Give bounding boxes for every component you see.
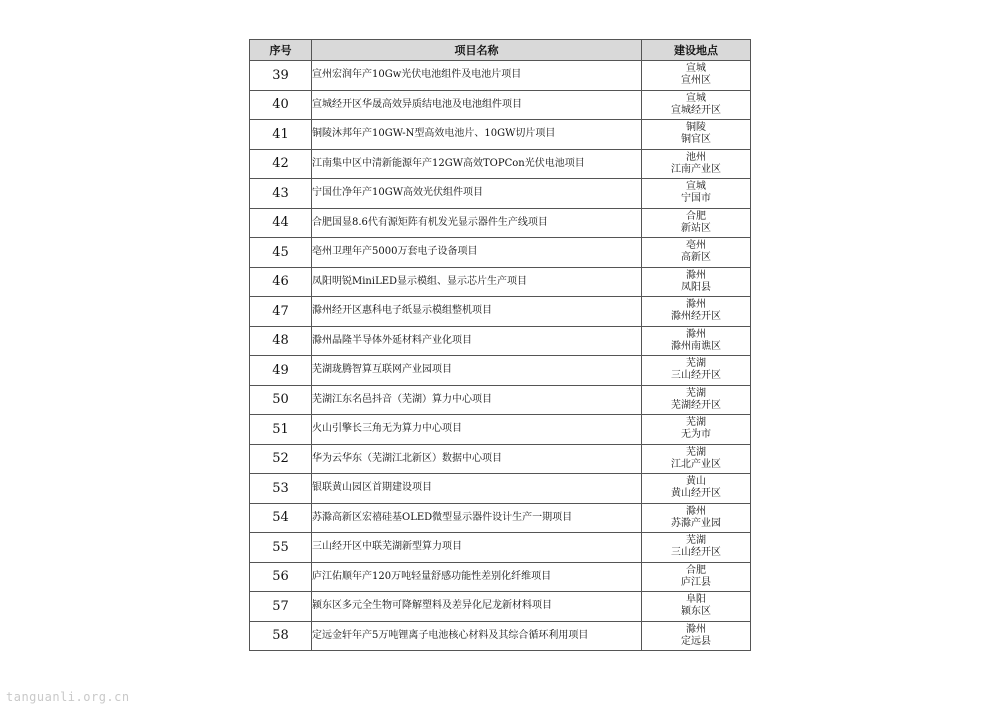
row-project-name: 芜湖珑腾智算互联网产业园项目 bbox=[312, 356, 642, 386]
table-row bbox=[250, 61, 751, 91]
row-project-name: 芜湖江东名邑抖音（芜湖）算力中心项目 bbox=[312, 385, 642, 415]
row-number: 46 bbox=[250, 267, 312, 297]
row-project-name: 庐江佑顺年产120万吨轻量舒感功能性差别化纤维项目 bbox=[312, 562, 642, 592]
table-row bbox=[250, 267, 751, 297]
row-number: 42 bbox=[250, 149, 312, 179]
table-row bbox=[250, 326, 751, 356]
table-row bbox=[250, 415, 751, 445]
location-city: 滁州 bbox=[686, 328, 706, 340]
header-location: 建设地点 bbox=[642, 40, 751, 61]
table-row bbox=[250, 179, 751, 209]
location-city: 阜阳 bbox=[686, 594, 706, 606]
table-row bbox=[250, 562, 751, 592]
header-project-name: 项目名称 bbox=[312, 40, 642, 61]
location-city: 宣城 bbox=[686, 92, 706, 104]
row-project-name: 颍东区多元全生物可降解塑料及差异化尼龙新材料项目 bbox=[312, 592, 642, 622]
location-district: 庐江县 bbox=[681, 576, 711, 588]
location-district: 颍东区 bbox=[681, 606, 711, 618]
row-project-name: 合肥国显8.6代有源矩阵有机发光显示器件生产线项目 bbox=[312, 208, 642, 238]
row-location bbox=[642, 267, 751, 297]
table-row bbox=[250, 592, 751, 622]
location-district: 滁州经开区 bbox=[671, 311, 721, 323]
table-body bbox=[250, 61, 751, 651]
location-city: 芜湖 bbox=[686, 535, 706, 547]
row-location bbox=[642, 120, 751, 150]
watermark: tanguanli.org.cn bbox=[6, 690, 130, 704]
row-location bbox=[642, 474, 751, 504]
table-row bbox=[250, 621, 751, 651]
table-row bbox=[250, 238, 751, 268]
row-location bbox=[642, 149, 751, 179]
row-project-name: 宣州宏润年产10Gw光伏电池组件及电池片项目 bbox=[312, 61, 642, 91]
location-city: 滁州 bbox=[686, 269, 706, 281]
location-district: 宣州区 bbox=[681, 75, 711, 87]
row-location bbox=[642, 61, 751, 91]
row-location bbox=[642, 562, 751, 592]
row-number: 43 bbox=[250, 179, 312, 209]
location-district: 高新区 bbox=[681, 252, 711, 264]
row-number: 50 bbox=[250, 385, 312, 415]
location-district: 黄山经开区 bbox=[671, 488, 721, 500]
table-row bbox=[250, 356, 751, 386]
location-city: 芜湖 bbox=[686, 387, 706, 399]
table-row bbox=[250, 503, 751, 533]
header-number: 序号 bbox=[250, 40, 312, 61]
location-city: 滁州 bbox=[686, 299, 706, 311]
row-location bbox=[642, 297, 751, 327]
location-district: 芜湖经开区 bbox=[671, 399, 721, 411]
row-number: 49 bbox=[250, 356, 312, 386]
row-location bbox=[642, 356, 751, 386]
table-row bbox=[250, 474, 751, 504]
row-location bbox=[642, 621, 751, 651]
row-location bbox=[642, 415, 751, 445]
location-city: 芜湖 bbox=[686, 358, 706, 370]
location-district: 三山经开区 bbox=[671, 547, 721, 559]
location-city: 滁州 bbox=[686, 505, 706, 517]
row-project-name: 铜陵沐邦年产10GW-N型高效电池片、10GW切片项目 bbox=[312, 120, 642, 150]
row-location bbox=[642, 179, 751, 209]
location-district: 苏滁产业园 bbox=[671, 517, 721, 529]
row-location bbox=[642, 326, 751, 356]
table-row bbox=[250, 90, 751, 120]
row-project-name: 火山引擎长三角无为算力中心项目 bbox=[312, 415, 642, 445]
location-district: 铜官区 bbox=[681, 134, 711, 146]
location-city: 芜湖 bbox=[686, 446, 706, 458]
location-district: 定远县 bbox=[681, 635, 711, 647]
location-district: 凤阳县 bbox=[681, 281, 711, 293]
row-project-name: 江南集中区中清新能源年产12GW高效TOPCon光伏电池项目 bbox=[312, 149, 642, 179]
row-number: 53 bbox=[250, 474, 312, 504]
row-number: 45 bbox=[250, 238, 312, 268]
row-location bbox=[642, 90, 751, 120]
row-number: 39 bbox=[250, 61, 312, 91]
location-city: 芜湖 bbox=[686, 417, 706, 429]
location-city: 黄山 bbox=[686, 476, 706, 488]
row-number: 48 bbox=[250, 326, 312, 356]
row-number: 40 bbox=[250, 90, 312, 120]
row-number: 58 bbox=[250, 621, 312, 651]
row-project-name: 定远金轩年产5万吨锂离子电池核心材料及其综合循环利用项目 bbox=[312, 621, 642, 651]
table-row bbox=[250, 533, 751, 563]
row-location bbox=[642, 592, 751, 622]
location-district: 无为市 bbox=[681, 429, 711, 441]
row-number: 57 bbox=[250, 592, 312, 622]
row-number: 56 bbox=[250, 562, 312, 592]
row-project-name: 凤阳明锐MiniLED显示模组、显示芯片生产项目 bbox=[312, 267, 642, 297]
location-district: 江北产业区 bbox=[671, 458, 721, 470]
location-city: 铜陵 bbox=[686, 122, 706, 134]
table-header-row bbox=[250, 40, 751, 61]
row-number: 51 bbox=[250, 415, 312, 445]
location-district: 滁州南谯区 bbox=[671, 340, 721, 352]
location-district: 宁国市 bbox=[681, 193, 711, 205]
table-row bbox=[250, 208, 751, 238]
row-project-name: 苏滁高新区宏禧硅基OLED微型显示器件设计生产一期项目 bbox=[312, 503, 642, 533]
row-project-name: 亳州卫理年产5000万套电子设备项目 bbox=[312, 238, 642, 268]
row-project-name: 宁国仕净年产10GW高效光伏组件项目 bbox=[312, 179, 642, 209]
location-city: 合肥 bbox=[686, 564, 706, 576]
table-row bbox=[250, 120, 751, 150]
row-location bbox=[642, 208, 751, 238]
location-district: 新站区 bbox=[681, 222, 711, 234]
location-city: 宣城 bbox=[686, 181, 706, 193]
table-row bbox=[250, 385, 751, 415]
location-city: 合肥 bbox=[686, 210, 706, 222]
location-district: 宣城经开区 bbox=[671, 104, 721, 116]
row-location bbox=[642, 503, 751, 533]
project-table bbox=[249, 39, 751, 651]
row-number: 47 bbox=[250, 297, 312, 327]
table-row bbox=[250, 297, 751, 327]
row-number: 55 bbox=[250, 533, 312, 563]
row-project-name: 滁州经开区惠科电子纸显示模组整机项目 bbox=[312, 297, 642, 327]
location-city: 池州 bbox=[686, 151, 706, 163]
row-location bbox=[642, 385, 751, 415]
row-location bbox=[642, 444, 751, 474]
table-row bbox=[250, 444, 751, 474]
row-number: 41 bbox=[250, 120, 312, 150]
row-project-name: 滁州晶隆半导体外延材料产业化项目 bbox=[312, 326, 642, 356]
location-city: 滁州 bbox=[686, 623, 706, 635]
location-district: 三山经开区 bbox=[671, 370, 721, 382]
row-project-name: 银联黄山园区首期建设项目 bbox=[312, 474, 642, 504]
row-project-name: 三山经开区中联芜湖新型算力项目 bbox=[312, 533, 642, 563]
row-project-name: 华为云华东（芜湖江北新区）数据中心项目 bbox=[312, 444, 642, 474]
row-number: 54 bbox=[250, 503, 312, 533]
location-district: 江南产业区 bbox=[671, 163, 721, 175]
row-number: 44 bbox=[250, 208, 312, 238]
row-number: 52 bbox=[250, 444, 312, 474]
location-city: 宣城 bbox=[686, 63, 706, 75]
row-location bbox=[642, 533, 751, 563]
row-location bbox=[642, 238, 751, 268]
table-row bbox=[250, 149, 751, 179]
location-city: 亳州 bbox=[686, 240, 706, 252]
row-project-name: 宣城经开区华晟高效异质结电池及电池组件项目 bbox=[312, 90, 642, 120]
